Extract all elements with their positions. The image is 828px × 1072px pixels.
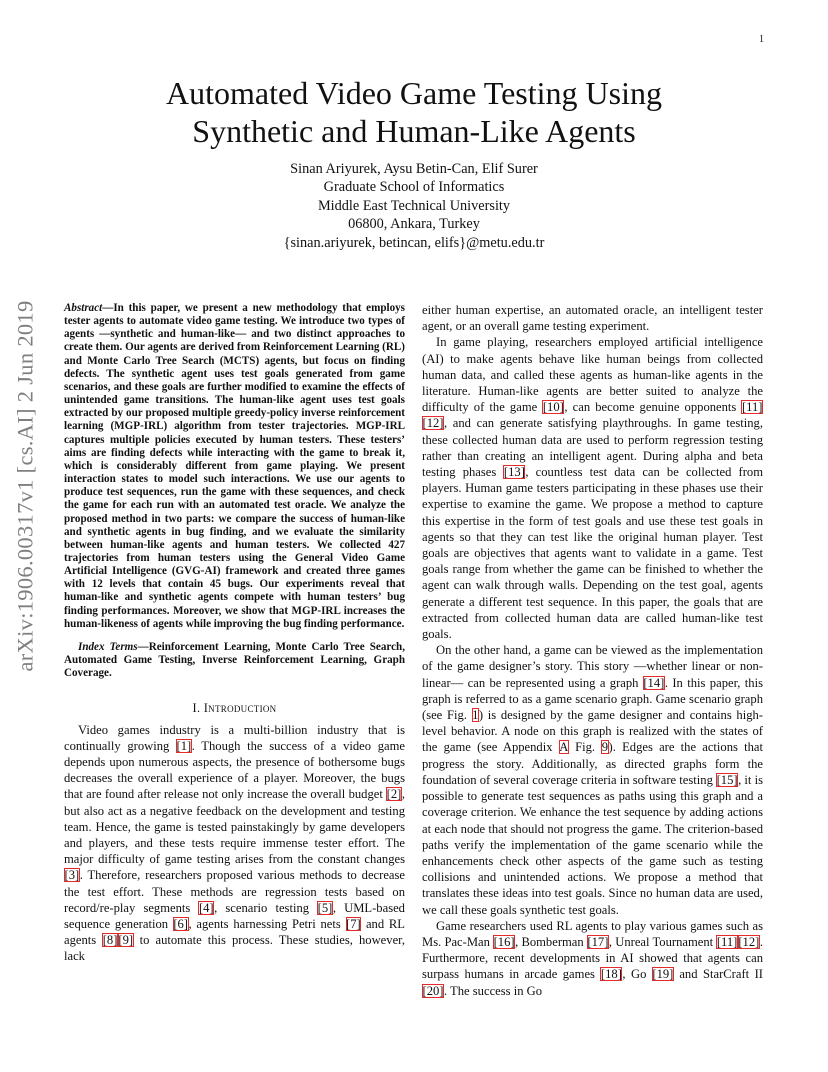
citation-link[interactable]: [11] [716,934,738,949]
citation-link[interactable]: [4] [198,900,214,915]
section-heading-introduction [64,700,405,716]
citation-link[interactable]: [12] [422,416,444,431]
figure-link[interactable]: 9 [601,740,609,755]
right-paragraph-1: In game playing, researchers employed artificial intelligence (AI) to make agents behave like human beings from collected human data, and called these agents as human-like agents in the literature. Human-like agents are better suited to analyze the difficulty of the game [10], can become genuine opponents [11][12], and can generate satisfying playthroughs. In game testing, these collected human data are used to perform regression testing rather than creating an intelligent agent. During alpha and beta testing phases [13], countless test data can be collected from players. Human game testers participating in these phases use their expertise to examine the game. We propose a method to capture this expertise in the form of test goals and use these test goals in agents so that they can test like the original human player. Test goals are objectives that agents want to validate in a game. Test goals range from whether the game can be finished to whether the agent can walk through walls. Depending on the test goal, agents generate a different test sequence. In this paper, the goals that are extracted from collected human data are called human-like test goals. [422,335,763,642]
abstract [64,302,405,631]
citation-link[interactable]: [9] [118,933,134,948]
citation-link[interactable]: [15] [716,772,738,787]
citation-link[interactable]: [7] [346,917,361,932]
citation-link[interactable]: [1] [176,738,192,753]
citation-link[interactable]: [14] [643,675,665,690]
citation-link[interactable]: [20] [422,983,444,998]
citation-link[interactable]: [19] [652,967,674,982]
appendix-link[interactable]: A [559,740,569,755]
citation-link[interactable]: [13] [503,465,525,480]
right-paragraph-continuation: either human expertise, an automated oracle, an intelligent tester agent, or an overall game testing experiment. [422,303,763,334]
left-column [64,302,405,965]
abstract-lead: Abstract [64,302,103,314]
right-paragraph-3: Game researchers used RL agents to play various games such as Ms. Pac-Man [16], Bomberman [17], Unreal Tournament [11][12]. Furthermore, recent developments in AI showed that agents can surpass humans in arcade games [18], Go [19] and StarCraft II [20]. The success in Go [422,918,763,998]
title-line-1: Automated Video Game Testing Using [166,75,662,111]
author-location: 06800, Ankara, Turkey [348,216,480,233]
page-number: 1 [759,34,764,45]
author-block [0,160,828,252]
title-line-2: Synthetic and Human-Like Agents [192,113,636,149]
index-terms-text: —Reinforcement Learning, Monte Carlo Tree Search, Automated Game Testing, Inverse Reinforcement Learning, Graph Coverage. [64,640,405,680]
intro-paragraph-1: Video games industry is a multi-billion industry that is continually growing [1]. Though the success of a video game depends upon numerous aspects, the presence of bothersome bugs decreases the overall experience of a player. Moreover, the bugs that are found after release not only increase the overall budget [2], but also act as a negative feedback on the development and testing team. Hence, the game is tested painstakingly by game developers and players, and these tests require immense tester effort. The major difficulty of game testing arises from the constant changes [3]. Therefore, researchers proposed various methods to decrease the test effort. These methods are regression tests based on record/re-play segments [4], scenario testing [5], UML-based sequence generation [6], agents harnessing Petri nets [7] and RL agents [8][9] to automate this process. These studies, however, lack [64,722,406,964]
index-terms [64,641,405,680]
citation-link[interactable]: [11] [741,400,763,415]
citation-link[interactable]: [5] [317,900,333,915]
citation-link[interactable]: [6] [173,917,188,932]
citation-link[interactable]: [8] [102,933,118,948]
abstract-text: —In this paper, we present a new methodology that employs tester agents to automate video game testing. We introduce two types of agents —synthetic and human-like— and two distinct approaches to create them. Our agents are derived from Reinforcement Learning (RL) and Monte Carlo Tree Search (MCTS) agents, but focus on finding defects. The synthetic agent uses test goals generated from game scenarios, and these goals are further modified to examine the effects of unintended game transitions. The human-like agent uses test goals extracted by our proposed multiple greedy-policy inverse reinforcement learning (MGP-IRL) algorithm from tester trajectories. MGP-IRL captures multiple policies executed by human testers. These testers’ aims are finding defects while interacting with the game to break it, which is considerably different from game playing. We present interaction states to model such interactions. We use our agents to produce test sequences, run the game with these sequences, and check the game for each run with an automated test oracle. We analyze the proposed method in two parts: we compare the success of human-like and synthetic agents in bug finding, and we evaluate the similarity between human-like agents and human testers. We collected 427 trajectories from human testers using the General Video Game Artificial Intelligence (GVG-AI) framework and created three games with 12 levels that contain 45 bugs. Our experiments reveal that human-like and synthetic agents compete with human testers’ bug finding performances. Moreover, we show that MGP-IRL increases the human-likeness of agents while improving the bug finding performance. [64,302,405,630]
arxiv-identifier-stamp [4,296,48,676]
arxiv-identifier-text: arXiv:1906.00317v1 [cs.AI] 2 Jun 2019 [13,300,38,672]
section-title: Introduction [203,701,277,716]
author-university: Middle East Technical University [317,197,511,214]
index-terms-lead: Index Terms [78,640,138,653]
citation-link[interactable]: [3] [64,868,80,883]
right-column [422,302,763,999]
citation-link[interactable]: [17] [587,934,609,949]
citation-link[interactable]: [16] [493,934,515,949]
citation-link[interactable]: [2] [386,787,402,802]
author-email: {sinan.ariyurek, betincan, elifs}@metu.edu.tr [283,234,545,251]
citation-link[interactable]: [12] [738,934,760,949]
section-number: I. [192,701,201,716]
right-paragraph-2: On the other hand, a game can be viewed as the implementation of the game designer’s story. This story —whether linear or non-linear— can be represented using a graph [14]. In this paper, this graph is referred to as a game scenario graph. Game scenario graph (see Fig. 1) is designed by the game designer and contains high-level behavior. A node on this graph is realized with the states of the game (see Appendix A Fig. 9). Edges are the actions that progress the story. Additionally, as directed graphs form the foundation of several coverage criteria in software testing [15], it is possible to generate test sequences as paths using this graph and a coverage criterion. We enhance the test sequence by adding actions at each node that should not progress the game. The criterion-based paths verify the implementation of the game scenario while the enhancements check other aspects of the game such as testing collisions and unintended actions. We propose a method that translates these ideas into test goals. Since no human data are used, we call these goals synthetic test goals. [422,643,764,917]
citation-link[interactable]: [10] [542,400,564,415]
paper-title [0,74,828,150]
figure-link[interactable]: 1 [472,708,479,723]
author-names: Sinan Ariyurek, Aysu Betin-Can, Elif Surer [290,161,538,177]
citation-link[interactable]: [18] [600,967,622,982]
author-school: Graduate School of Informatics [323,179,505,196]
